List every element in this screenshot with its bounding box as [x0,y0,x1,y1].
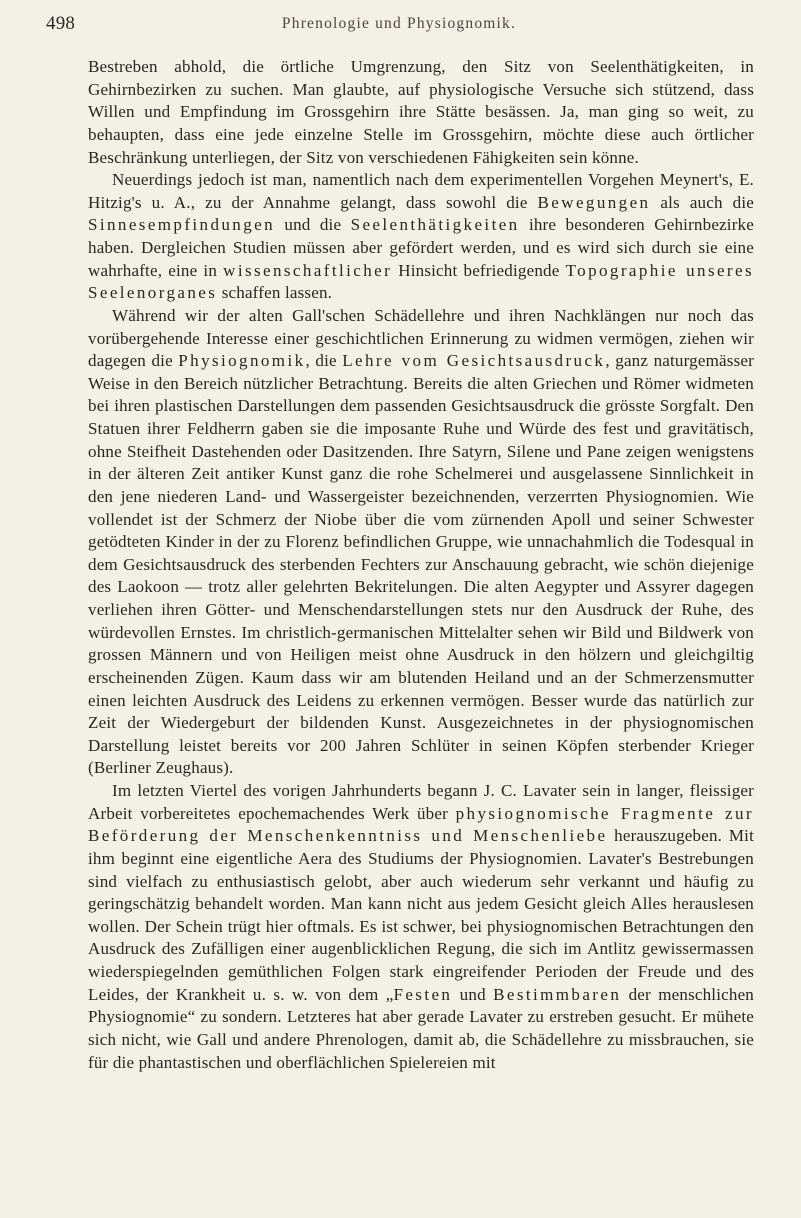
text-segment: , die [305,351,343,371]
emphasized-text: physiognomische Fragmente zur Beförderung der Menschenkenntniss und Menschenliebe [88,803,754,846]
paragraph [88,169,754,305]
text-segment: Während wir der alten Gall'schen Schädellehre und ihren Nachklängen nur noch das vorübergehende Interesse einer geschichtlichen Erinnerung zu widmen vermögen, ziehen wir dagegen die [88,305,754,371]
emphasized-text: Topographie unseres Seelenorganes [88,260,754,303]
text-segment: Bestreben abhold, die örtliche Umgrenzung, den Sitz von Seelenthätigkeiten, in Gehirnbezirken zu suchen. Man glaubte, auf physiologische Versuche sich stützend, dass Willen und Empfindung im Grossgehirn ihre Stätte besässen. Ja, man ging so weit, zu behaupten, dass eine jede einzelne Stelle im Grossgehirn, möchte diese auch örtlicher Beschränkung unterliegen, der Sitz von verschiedenen Fähigkeiten sein könne. [88,57,754,167]
text-segment: ihre besonderen Gehirnbezirke haben. Dergleichen Studien müssen aber gefördert werden, und es wird sich durch sie eine wahrhafte, eine in [88,215,754,280]
emphasized-text: Bestimmbaren [493,984,622,1004]
emphasized-text: Festen [393,984,453,1004]
text-segment: und [452,984,494,1004]
text-segment: Neuerdings jedoch ist man, namentlich nach dem experimentellen Vorgehen Meynert's, E. Hitzig's u. A., zu der Annahme gelangt, dass sowohl die [88,170,754,212]
text-segment: Im letzten Viertel des vorigen Jahrhunderts begann J. C. Lavater sein in langer, fleissiger Arbeit vorbereitetes epochemachendes Werk über [88,781,754,823]
running-head: Phrenologie und Physiognomik. [281,15,517,32]
text-segment: als auch die [650,192,754,212]
paragraph [88,305,754,780]
text-segment: der menschlichen Physiognomie“ zu sondern. Letzteres hat aber gerade Lavater zu erstreben gesucht. Er mühete sich nicht, wie Gall und andere Phrenologen, damit ab, die Schädellehre zu missbrauchen, sie für die phantastischen und oberflächlichen Spielereien mit [88,984,754,1072]
text-segment: schaffen lassen. [217,283,333,303]
page-number: 498 [46,13,76,34]
paragraph [88,780,754,1074]
body-text [88,56,754,1206]
paragraph [88,56,754,169]
text-segment: und die [275,215,351,235]
emphasized-text: Seelenthätigkeiten [350,215,520,235]
text-segment: herauszugeben. Mit ihm beginnt eine eigentliche Aera des Studiums der Physiognomien. Lavater's Bestrebungen sind vielfach zu enthusiastisch gelobt, aber auch wiederum sehr verkannt und häufig zu geringschätzig behandelt worden. Man kann nicht aus jedem Gesicht gleich Alles herauslesen wollen. Der Schein trügt hier oftmals. Es ist schwer, bei physiognomischen Betrachtungen den Ausdruck des Zufälligen einer augenblicklichen Regung, die sich im Antlitz gewissermassen wiederspiegelnden gemüthlichen Folgen stark eingreifender Perioden der Freude und des Leides, der Krankheit u. s. w. von dem „ [88,826,754,1004]
emphasized-text: Bewegungen [537,192,651,212]
emphasized-text: Physiognomik [178,351,306,371]
text-segment: , ganz naturgemässer Weise in den Bereich nützlicher Betrachtung. Bereits die alten Griechen und Römer widmeten bei ihren plastischen Darstellungen dem passenden Gesichtsausdruck die grösste Sorgfalt. Den Statuen ihrer Feldherrn gaben sie die imposante Ruhe und Würde des fest und gravitätisch, ohne Steifheit Dastehenden oder Dasitzenden. Ihre Satyrn, Silene und Pane zeigen wenigstens in der älteren Zeit antiker Kunst ganz die rohe Schelmerei und ausgelassene Sinnlichkeit in den jene niederen Land- und Wassergeister bezeichnenden, verzerrten Physiognomien. Wie vollendet ist der Schmerz der Niobe über die vom zürnenden Apoll und seiner Schwester getödteten Kinder in der zu Florenz befindlichen Gruppe, wie unnachahmlich die Todesqual in dem Gesichtsausdruck des sterbenden Fechters zur Anschauung gebracht, wie schön diejenige des Laokoon — trotz aller gelehrten Bekritelungen. Die alten Aegypter und Assyrer dagegen verliehen ihren Götter- und Menschendarstellungen stets nur den Ausdruck der Ruhe, des würdevollen Ernstes. Im christlich-germanischen Mittelalter sehen wir Bild und Bildwerk von grossen Männern und von Heiligen meist ohne Ausdruck in den hölzern und gleichgiltig erscheinenden Zügen. Kaum dass wir am blutenden Heiland und an der Schmerzensmutter einen leichten Ausdruck des Leidens zu erkennen vermögen. Besser wurde das natürlich zur Zeit der Wiedergeburt der bildenden Kunst. Ausgezeichnetes in der physiognomischen Darstellung leistet bereits vor 200 Jahren Schlüter in seinen Köpfen sterbender Krieger (Berliner Zeughaus). [88,351,754,778]
emphasized-text: Lehre vom Gesichtsausdruck [342,351,606,371]
page-header [46,12,752,36]
emphasized-text: wissenschaftlicher [223,260,393,280]
emphasized-text: Sinnesempfindungen [88,215,276,235]
text-segment: Hinsicht befriedigende [392,260,566,280]
